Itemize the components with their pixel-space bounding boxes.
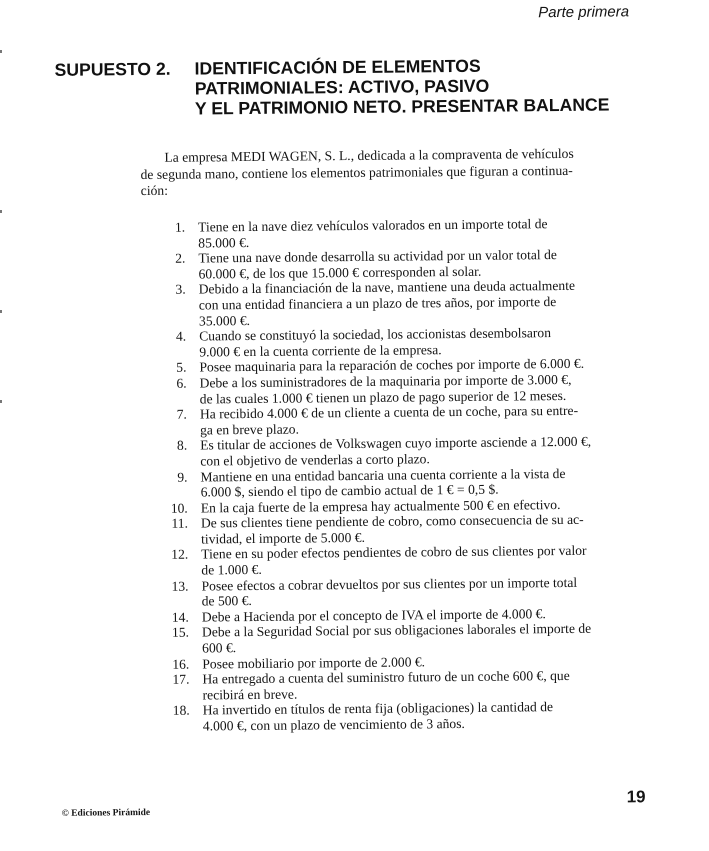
list-item-number: 5. <box>176 359 187 376</box>
list-item-text <box>200 402 640 437</box>
intro-line: La empresa MEDI WAGEN, S. L., dedicada a la compraventa de vehículos <box>164 145 574 165</box>
list-item-line: de las cuales 1.000 € tienen un plazo de pago superior de 12 meses. <box>199 387 567 407</box>
exercise-label: SUPUESTO 2. <box>54 58 171 80</box>
list-item-number: 18. <box>172 703 190 719</box>
intro-line: ción: <box>140 182 169 199</box>
list-item <box>165 699 643 735</box>
list-item-text <box>202 621 642 656</box>
scan-margin-mark <box>0 50 2 53</box>
list-item-text <box>202 667 642 702</box>
list-item-line: con el objetivo de venderlas a corto plazo. <box>200 451 430 469</box>
list-item <box>164 621 642 657</box>
list-item-number: 6. <box>176 375 187 391</box>
list-item-line: Mantiene en una entidad bancaria una cuenta corriente a la vista de <box>200 465 566 484</box>
list-item-line: Es titular de acciones de Volkswagen cuyo importe asciende a 12.000 €, <box>200 434 592 453</box>
list-item <box>163 512 641 548</box>
list-item-line: 6.000 $, siendo el tipo de cambio actual de 1 € = 0,5 $. <box>200 481 499 500</box>
list-item-text <box>201 574 641 609</box>
list-item-line: Debe a Hacienda por el concepto de IVA el importe de 4.000 €. <box>201 606 546 625</box>
list-item-text <box>199 324 639 359</box>
items-list <box>160 215 643 734</box>
list-item-line: Debe a los suministradores de la maquinaria por importe de 3.000 €, <box>199 371 572 391</box>
list-item-line: recibirá en breve. <box>202 686 298 703</box>
list-item-line: con una entidad financiera a un plazo de tres años, por importe de <box>198 294 557 313</box>
list-item-number: 9. <box>177 469 188 485</box>
exercise-title <box>194 54 635 118</box>
page-number: 19 <box>626 787 646 807</box>
list-item-line: Ha invertido en títulos de renta fija (obligaciones) la cantidad de <box>202 699 554 718</box>
list-item <box>162 402 640 438</box>
list-item-text <box>203 699 643 734</box>
list-item-text <box>198 215 638 250</box>
exercise-title-line: PATRIMONIALES: ACTIVO, PASIVO <box>194 75 490 99</box>
list-item-line: Posee efectos a cobrar devueltos por sus clientes por un importe total <box>201 574 578 594</box>
list-item-text <box>200 434 640 469</box>
list-item-number: 7. <box>176 406 187 422</box>
list-item-line: De sus clientes tiene pendiente de cobro, como consecuencia de su ac- <box>200 512 584 531</box>
intro-paragraph <box>140 145 630 199</box>
publisher-credit: © Ediciones Pirámide <box>61 807 151 819</box>
list-item-line: Tiene en la nave diez vehículos valorados en un importe total de <box>198 216 548 235</box>
intro-line: de segunda mano, contiene los elementos patrimoniales que figuran a continua- <box>140 162 573 182</box>
list-item-number: 10. <box>170 500 188 516</box>
list-item-line: tividad, el importe de 5.000 €. <box>201 529 366 547</box>
scan-margin-mark <box>0 310 2 313</box>
list-item-number: 16. <box>172 656 190 672</box>
list-item-number: 2. <box>175 250 186 266</box>
list-item-number: 3. <box>175 281 186 298</box>
list-item <box>162 371 640 407</box>
list-item-line: 600 €. <box>202 640 237 656</box>
list-item <box>163 543 641 579</box>
list-item-text <box>201 512 641 547</box>
list-item-text <box>201 543 641 578</box>
list-item-text <box>199 278 639 329</box>
exercise-title-line: Y EL PATRIMONIO NETO. PRESENTAR BALANCE <box>194 94 610 119</box>
list-item <box>161 278 639 329</box>
list-item-line: Posee maquinaria para la reparación de coches por importe de 6.000 €. <box>199 356 585 375</box>
list-item-line: Tiene en su poder efectos pendientes de cobro de sus clientes por valor <box>201 543 587 562</box>
list-item-number: 14. <box>171 609 189 625</box>
list-item-number: 15. <box>171 625 190 641</box>
list-item-line: 9.000 € en la cuenta corriente de la empresa. <box>199 341 442 360</box>
list-item-number: 17. <box>172 671 190 687</box>
list-item-number: 12. <box>171 547 189 563</box>
list-item-line: de 1.000 €. <box>201 561 262 578</box>
list-item-line: En la caja fuerte de la empresa hay actualmente 500 € en efectivo. <box>200 496 561 516</box>
scan-margin-mark <box>0 210 2 213</box>
list-item-line: ga en breve plazo. <box>199 421 300 438</box>
list-item-number: 11. <box>171 515 189 532</box>
list-item-line: 85.000 €. <box>198 234 250 251</box>
list-item-line: Ha recibido 4.000 € de un cliente a cuenta de un coche, para su entre- <box>199 402 579 422</box>
list-item-line: Debido a la financiación de la nave, mantiene una deuda actualmente <box>198 278 576 297</box>
list-item <box>164 667 642 703</box>
list-item-number: 1. <box>174 219 186 235</box>
list-item-number: 4. <box>175 328 187 344</box>
list-item-line: Cuando se constituyó la sociedad, los accionistas desembolsaron <box>199 325 552 344</box>
list-item-number: 13. <box>171 578 189 594</box>
list-item-text <box>200 371 640 406</box>
list-item-line: Tiene una nave donde desarrolla su actividad por un valor total de <box>198 247 557 266</box>
running-header: Parte primera <box>538 3 630 22</box>
list-item-line: Posee mobiliario por importe de 2.000 €. <box>202 653 426 672</box>
list-item-line: 4.000 €, con un plazo de vencimiento de 3 años. <box>202 715 465 734</box>
list-item <box>162 465 640 501</box>
list-item <box>163 574 641 610</box>
list-item-line: 35.000 €. <box>198 312 251 329</box>
list-item <box>162 434 640 470</box>
list-item-text <box>198 246 638 281</box>
list-item <box>161 324 639 360</box>
list-item <box>160 246 638 282</box>
list-item-line: 60.000 €, de los que 15.000 € corresponden al solar. <box>198 263 482 282</box>
list-item <box>160 215 638 251</box>
list-item-text <box>200 465 640 500</box>
list-item-number: 8. <box>176 437 188 454</box>
scan-margin-mark <box>0 400 2 403</box>
list-item-line: de 500 €. <box>201 593 252 609</box>
exercise-title-line: IDENTIFICACIÓN DE ELEMENTOS <box>194 55 481 79</box>
exercise-heading <box>54 54 654 119</box>
list-item-line: Debe a la Seguridad Social por sus obligaciones laborales el importe de <box>201 621 592 640</box>
list-item-line: Ha entregado a cuenta del suministro futuro de un coche 600 €, que <box>202 668 570 687</box>
